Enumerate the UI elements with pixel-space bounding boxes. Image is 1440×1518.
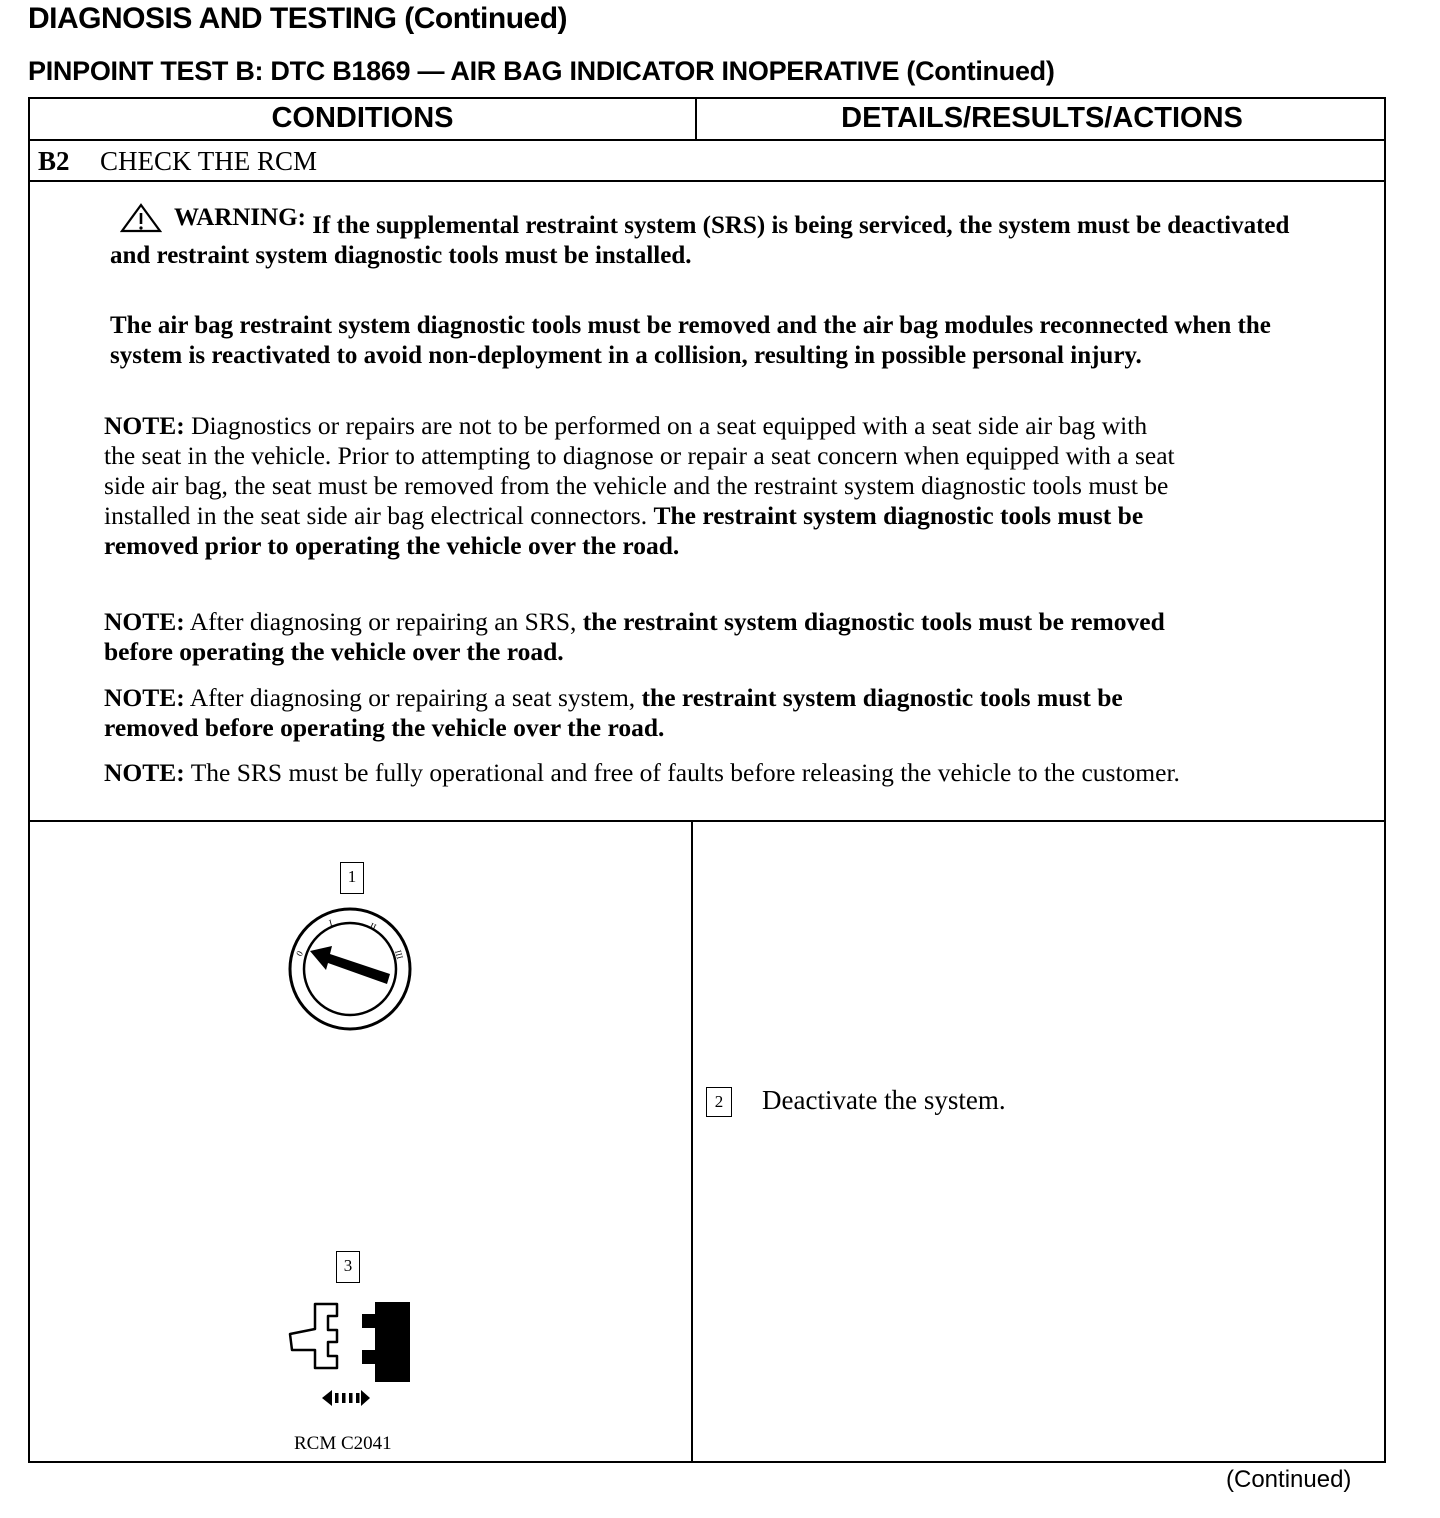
callout-2: 2 xyxy=(706,1087,732,1117)
note-label: NOTE: xyxy=(104,758,185,787)
note-text: The SRS must be fully operational and free of faults before releasing the vehicle to the customer. xyxy=(190,758,1180,787)
column-header-conditions: CONDITIONS xyxy=(271,102,454,134)
note-text: After diagnosing or repairing an SRS, xyxy=(189,607,577,636)
warning-text-2: The air bag restraint system diagnostic tools must be removed and the air bag modules reconnected when the system is reactivated to avoid non-deployment in a collision, resulting in possible personal injury. xyxy=(110,312,1271,369)
note-srs-operational xyxy=(104,758,1184,788)
note-after-srs-repair xyxy=(104,607,1184,667)
note-after-seat-repair xyxy=(104,683,1184,743)
note-label: NOTE: xyxy=(104,607,185,636)
column-header-details: DETAILS/RESULTS/ACTIONS xyxy=(841,102,1243,134)
note-bold-text: The restraint system diagnostic tools must be removed prior to operating the vehicle over the road. xyxy=(104,501,1144,560)
figure-caption: RCM C2041 xyxy=(294,1433,392,1454)
warning-block xyxy=(110,203,1310,371)
callout-3: 3 xyxy=(336,1251,360,1283)
header-row-divider xyxy=(30,139,1384,141)
ignition-position-1: I xyxy=(327,917,334,928)
note-label: NOTE: xyxy=(104,683,185,712)
note-label: NOTE: xyxy=(104,411,185,440)
notes-row-divider xyxy=(30,820,1384,822)
pinpoint-test-table xyxy=(28,97,1386,1463)
note-bold-text: the restraint system diagnostic tools must be removed before operating the vehicle over the road. xyxy=(104,683,1123,742)
warning-triangle-icon xyxy=(120,203,162,233)
callout-1: 1 xyxy=(340,862,364,894)
rcm-connector-icon xyxy=(282,1294,414,1422)
ignition-position-3: III xyxy=(393,948,406,961)
ignition-position-0: 0 xyxy=(294,949,305,958)
page-title: DIAGNOSIS AND TESTING (Continued) xyxy=(28,2,568,35)
body-column-divider xyxy=(691,820,693,1461)
warning-text: If the supplemental restraint system (SRS) is being serviced, the system must be deactivated and restraint system diagnostic tools must be installed. xyxy=(110,212,1290,269)
pinpoint-test-title: PINPOINT TEST B: DTC B1869 — AIR BAG INDICATOR INOPERATIVE (Continued) xyxy=(28,56,1055,86)
action-text: Deactivate the system. xyxy=(762,1085,1006,1115)
step-id: B2 xyxy=(38,146,70,176)
ignition-switch-icon xyxy=(285,904,415,1034)
continued-footer: (Continued) xyxy=(1226,1466,1352,1493)
step-label: CHECK THE RCM xyxy=(100,146,318,176)
note-bold-text: the restraint system diagnostic tools must be removed before operating the vehicle over the road. xyxy=(104,607,1165,666)
note-seat-side-airbag xyxy=(104,411,1184,561)
warning-label: WARNING: xyxy=(174,204,306,231)
step-row-divider xyxy=(30,180,1384,182)
note-text: After diagnosing or repairing a seat system, xyxy=(189,683,636,712)
note-text: Diagnostics or repairs are not to be performed on a seat equipped with a seat side air bag with the seat in the vehicle. Prior to attempting to diagnose or repair a seat concern when equipped with a seat side air bag, the seat must be removed from the vehicle and the restraint system diagnostic tools must be installed in the seat side air bag electrical connectors. xyxy=(104,411,1175,530)
step-row xyxy=(38,146,317,177)
ignition-position-2: II xyxy=(368,920,378,933)
